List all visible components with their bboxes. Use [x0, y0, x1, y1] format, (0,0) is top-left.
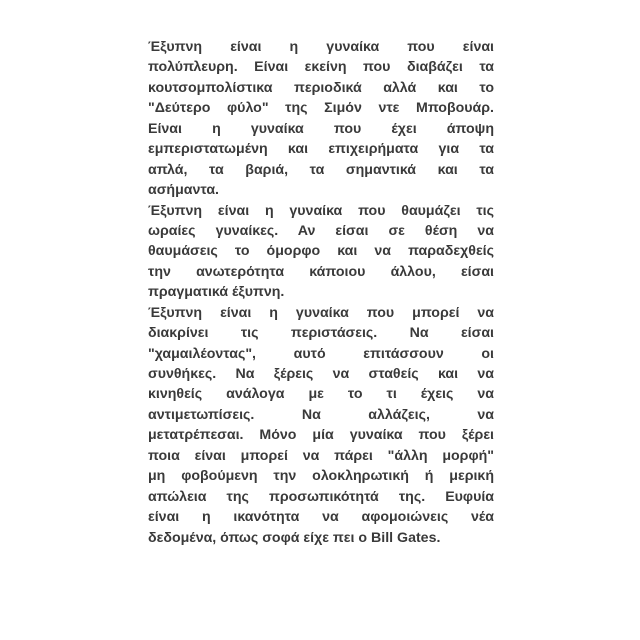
- text-line: θαυμάσεις το όμορφο και να παραδεχθείς: [148, 243, 494, 260]
- text-line: κουτσομπολίστικα περιοδικά αλλά και το: [148, 79, 494, 96]
- text-line: κινηθείς ανάλογα με το τι έχεις να: [148, 386, 494, 403]
- text-line: πραγματικά έξυπνη.: [148, 284, 285, 301]
- text-line: απώλεια της προσωπικότητά της. Ευφυία: [148, 488, 494, 505]
- text-line: "Δεύτερο φύλο" της Σιμόν ντε Μποβουάρ.: [148, 100, 494, 117]
- text-line: Έξυπνη είναι η γυναίκα που μπορεί να: [148, 304, 494, 321]
- text-line: πολύπλευρη. Είναι εκείνη που διαβάζει τα: [148, 59, 494, 76]
- article-text: [148, 37, 494, 548]
- paragraph-3: [148, 303, 494, 548]
- text-line: απλά, τα βαριά, τα σημαντικά και τα: [148, 161, 494, 178]
- text-line: συνθήκες. Να ξέρεις να σταθείς και να: [148, 366, 494, 382]
- text-line: διακρίνει τις περιστάσεις. Να είσαι: [148, 325, 494, 342]
- text-line: είναι η ικανότητα να αφομοιώνεις νέα: [148, 509, 494, 526]
- text-line: ασήμαντα.: [148, 182, 219, 199]
- text-line: μετατρέπεσαι. Μόνο μία γυναίκα που ξέρει: [148, 427, 494, 444]
- text-line: αντιμετωπίσεις. Να αλλάζεις, να: [148, 406, 494, 423]
- text-line: δεδομένα, όπως σοφά είχε πει ο Bill Gates.: [148, 529, 441, 546]
- text-line: την ανωτερότητα κάποιου άλλου, είσαι: [148, 263, 494, 280]
- paragraph-2: [148, 201, 494, 303]
- text-line: Είναι η γυναίκα που έχει άποψη: [148, 120, 494, 137]
- text-line: μη φοβούμενη την ολοκληρωτική ή μερική: [148, 468, 494, 485]
- text-line: εμπεριστατωμένη και επιχειρήματα για τα: [148, 141, 494, 158]
- paragraph-1: [148, 37, 494, 201]
- text-line: ωραίες γυναίκες. Αν είσαι σε θέση να: [148, 222, 494, 239]
- text-line: ποια είναι μπορεί να πάρει "άλλη μορφή": [148, 447, 494, 464]
- text-line: "χαμαιλέοντας", αυτό επιτάσσουν οι: [148, 345, 494, 362]
- text-line: Έξυπνη είναι η γυναίκα που είναι: [148, 39, 494, 55]
- text-line: Έξυπνη είναι η γυναίκα που θαυμάζει τις: [148, 202, 494, 219]
